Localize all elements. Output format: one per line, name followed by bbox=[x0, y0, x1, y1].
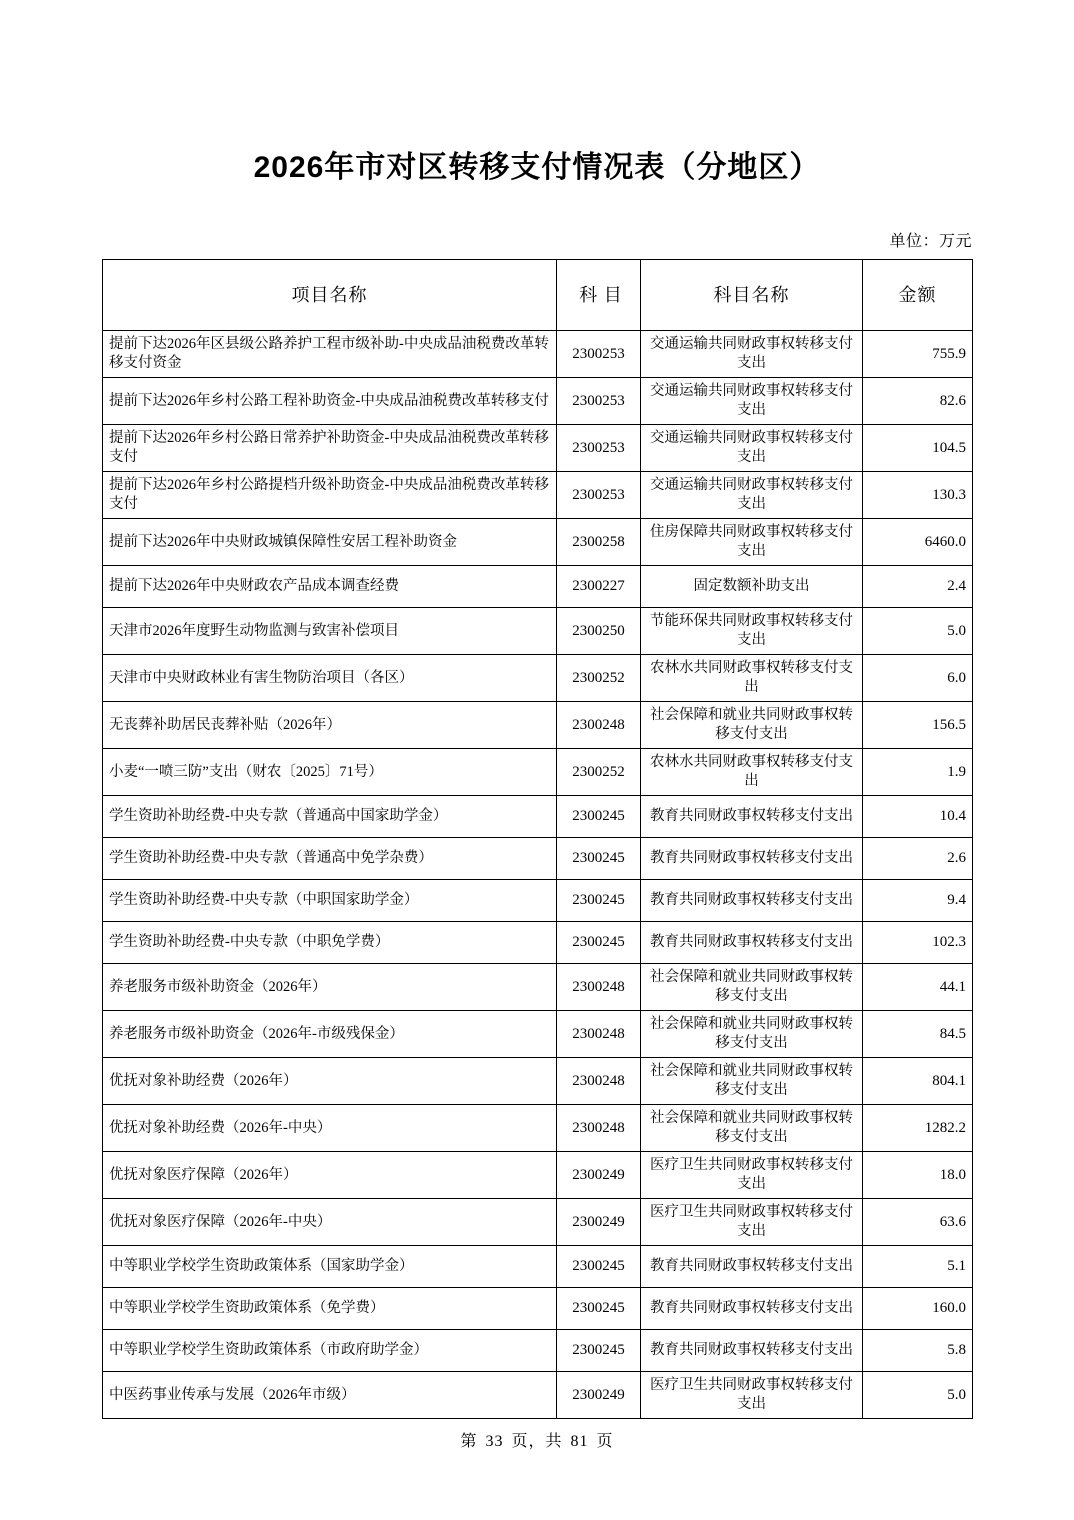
cell-amount: 160.0 bbox=[863, 1288, 973, 1330]
cell-subject-code: 2300245 bbox=[557, 1288, 641, 1330]
cell-subject-name: 教育共同财政事权转移支付支出 bbox=[641, 1246, 863, 1288]
cell-amount: 104.5 bbox=[863, 425, 973, 472]
cell-project-name: 提前下达2026年乡村公路提档升级补助资金-中央成品油税费改革转移支付 bbox=[103, 472, 557, 519]
footer-prefix: 第 bbox=[460, 1433, 478, 1450]
cell-subject-name: 教育共同财政事权转移支付支出 bbox=[641, 1288, 863, 1330]
cell-amount: 130.3 bbox=[863, 472, 973, 519]
cell-subject-name: 住房保障共同财政事权转移支付支出 bbox=[641, 519, 863, 566]
cell-subject-name: 教育共同财政事权转移支付支出 bbox=[641, 838, 863, 880]
cell-subject-name: 社会保障和就业共同财政事权转移支付支出 bbox=[641, 1105, 863, 1152]
cell-subject-code: 2300253 bbox=[557, 378, 641, 425]
cell-project-name: 提前下达2026年乡村公路工程补助资金-中央成品油税费改革转移支付 bbox=[103, 378, 557, 425]
table-row bbox=[103, 472, 973, 519]
table-row bbox=[103, 749, 973, 796]
table-row bbox=[103, 1330, 973, 1372]
table-row bbox=[103, 1246, 973, 1288]
cell-subject-code: 2300248 bbox=[557, 1105, 641, 1152]
cell-subject-code: 2300227 bbox=[557, 566, 641, 608]
cell-project-name: 中等职业学校学生资助政策体系（市政府助学金） bbox=[103, 1330, 557, 1372]
cell-subject-name: 社会保障和就业共同财政事权转移支付支出 bbox=[641, 1058, 863, 1105]
cell-subject-code: 2300245 bbox=[557, 922, 641, 964]
footer-total-pages: 81 bbox=[570, 1433, 589, 1450]
table-row bbox=[103, 880, 973, 922]
cell-project-name: 学生资助补助经费-中央专款（中职国家助学金） bbox=[103, 880, 557, 922]
table-row bbox=[103, 1011, 973, 1058]
cell-subject-name: 交通运输共同财政事权转移支付支出 bbox=[641, 331, 863, 378]
table-row bbox=[103, 425, 973, 472]
cell-project-name: 学生资助补助经费-中央专款（普通高中国家助学金） bbox=[103, 796, 557, 838]
cell-amount: 44.1 bbox=[863, 964, 973, 1011]
cell-project-name: 优抚对象补助经费（2026年-中央） bbox=[103, 1105, 557, 1152]
cell-subject-name: 交通运输共同财政事权转移支付支出 bbox=[641, 425, 863, 472]
table-row bbox=[103, 1372, 973, 1419]
table-row bbox=[103, 922, 973, 964]
cell-subject-code: 2300245 bbox=[557, 1330, 641, 1372]
cell-subject-code: 2300245 bbox=[557, 880, 641, 922]
cell-project-name: 提前下达2026年中央财政城镇保障性安居工程补助资金 bbox=[103, 519, 557, 566]
cell-amount: 63.6 bbox=[863, 1199, 973, 1246]
cell-project-name: 中医药事业传承与发展（2026年市级） bbox=[103, 1372, 557, 1419]
cell-amount: 6460.0 bbox=[863, 519, 973, 566]
table-row bbox=[103, 838, 973, 880]
cell-subject-code: 2300253 bbox=[557, 331, 641, 378]
cell-amount: 5.0 bbox=[863, 608, 973, 655]
cell-amount: 10.4 bbox=[863, 796, 973, 838]
column-header-amount: 金额 bbox=[863, 260, 973, 331]
cell-subject-name: 固定数额补助支出 bbox=[641, 566, 863, 608]
cell-amount: 804.1 bbox=[863, 1058, 973, 1105]
cell-subject-name: 教育共同财政事权转移支付支出 bbox=[641, 922, 863, 964]
column-header-subject-name: 科目名称 bbox=[641, 260, 863, 331]
cell-subject-code: 2300252 bbox=[557, 749, 641, 796]
cell-project-name: 提前下达2026年乡村公路日常养护补助资金-中央成品油税费改革转移支付 bbox=[103, 425, 557, 472]
cell-subject-name: 农林水共同财政事权转移支付支出 bbox=[641, 655, 863, 702]
cell-subject-code: 2300248 bbox=[557, 1058, 641, 1105]
cell-project-name: 提前下达2026年区县级公路养护工程市级补助-中央成品油税费改革转移支付资金 bbox=[103, 331, 557, 378]
cell-subject-name: 社会保障和就业共同财政事权转移支付支出 bbox=[641, 702, 863, 749]
footer-current-page: 33 bbox=[485, 1433, 504, 1450]
table-row bbox=[103, 1058, 973, 1105]
cell-subject-code: 2300253 bbox=[557, 472, 641, 519]
cell-project-name: 优抚对象医疗保障（2026年-中央） bbox=[103, 1199, 557, 1246]
cell-amount: 1.9 bbox=[863, 749, 973, 796]
cell-project-name: 天津市中央财政林业有害生物防治项目（各区） bbox=[103, 655, 557, 702]
footer-middle: 页，共 bbox=[511, 1433, 563, 1450]
table-row bbox=[103, 655, 973, 702]
cell-subject-name: 医疗卫生共同财政事权转移支付支出 bbox=[641, 1152, 863, 1199]
cell-subject-code: 2300249 bbox=[557, 1199, 641, 1246]
cell-subject-code: 2300245 bbox=[557, 1246, 641, 1288]
table-body bbox=[103, 331, 973, 1419]
cell-amount: 1282.2 bbox=[863, 1105, 973, 1152]
cell-subject-name: 医疗卫生共同财政事权转移支付支出 bbox=[641, 1372, 863, 1419]
column-header-subject-code: 科 目 bbox=[557, 260, 641, 331]
table-row bbox=[103, 331, 973, 378]
cell-amount: 156.5 bbox=[863, 702, 973, 749]
table-header-row bbox=[103, 260, 973, 331]
cell-project-name: 小麦“一喷三防”支出（财农〔2025〕71号） bbox=[103, 749, 557, 796]
table-row bbox=[103, 964, 973, 1011]
cell-subject-name: 交通运输共同财政事权转移支付支出 bbox=[641, 472, 863, 519]
cell-subject-code: 2300249 bbox=[557, 1372, 641, 1419]
cell-subject-name: 社会保障和就业共同财政事权转移支付支出 bbox=[641, 964, 863, 1011]
cell-subject-name: 医疗卫生共同财政事权转移支付支出 bbox=[641, 1199, 863, 1246]
table-row bbox=[103, 1199, 973, 1246]
cell-amount: 5.1 bbox=[863, 1246, 973, 1288]
cell-amount: 5.0 bbox=[863, 1372, 973, 1419]
cell-project-name: 中等职业学校学生资助政策体系（国家助学金） bbox=[103, 1246, 557, 1288]
cell-amount: 9.4 bbox=[863, 880, 973, 922]
cell-subject-code: 2300245 bbox=[557, 796, 641, 838]
cell-amount: 102.3 bbox=[863, 922, 973, 964]
cell-subject-code: 2300245 bbox=[557, 838, 641, 880]
unit-label: 单位：万元 bbox=[889, 233, 972, 250]
cell-subject-code: 2300250 bbox=[557, 608, 641, 655]
cell-subject-name: 农林水共同财政事权转移支付支出 bbox=[641, 749, 863, 796]
cell-subject-code: 2300249 bbox=[557, 1152, 641, 1199]
cell-project-name: 天津市2026年度野生动物监测与致害补偿项目 bbox=[103, 608, 557, 655]
cell-project-name: 学生资助补助经费-中央专款（普通高中免学杂费） bbox=[103, 838, 557, 880]
table-header bbox=[103, 260, 973, 331]
table-row bbox=[103, 1152, 973, 1199]
cell-project-name: 提前下达2026年中央财政农产品成本调查经费 bbox=[103, 566, 557, 608]
table-row bbox=[103, 566, 973, 608]
table-row bbox=[103, 608, 973, 655]
footer-suffix: 页 bbox=[596, 1433, 614, 1450]
cell-subject-code: 2300248 bbox=[557, 964, 641, 1011]
cell-amount: 5.8 bbox=[863, 1330, 973, 1372]
table-row bbox=[103, 702, 973, 749]
cell-project-name: 养老服务市级补助资金（2026年） bbox=[103, 964, 557, 1011]
transfer-payment-table-wrapper bbox=[102, 259, 972, 1419]
cell-project-name: 中等职业学校学生资助政策体系（免学费） bbox=[103, 1288, 557, 1330]
cell-amount: 755.9 bbox=[863, 331, 973, 378]
transfer-payment-table bbox=[102, 259, 973, 1419]
cell-project-name: 优抚对象补助经费（2026年） bbox=[103, 1058, 557, 1105]
page-footer bbox=[0, 1428, 1074, 1451]
cell-subject-code: 2300253 bbox=[557, 425, 641, 472]
cell-subject-code: 2300248 bbox=[557, 702, 641, 749]
table-row bbox=[103, 796, 973, 838]
cell-amount: 82.6 bbox=[863, 378, 973, 425]
table-row bbox=[103, 1105, 973, 1152]
cell-subject-code: 2300252 bbox=[557, 655, 641, 702]
cell-subject-name: 节能环保共同财政事权转移支付支出 bbox=[641, 608, 863, 655]
cell-subject-name: 社会保障和就业共同财政事权转移支付支出 bbox=[641, 1011, 863, 1058]
table-row bbox=[103, 378, 973, 425]
cell-subject-name: 交通运输共同财政事权转移支付支出 bbox=[641, 378, 863, 425]
cell-subject-name: 教育共同财政事权转移支付支出 bbox=[641, 796, 863, 838]
cell-subject-name: 教育共同财政事权转移支付支出 bbox=[641, 1330, 863, 1372]
cell-project-name: 学生资助补助经费-中央专款（中职免学费） bbox=[103, 922, 557, 964]
cell-project-name: 优抚对象医疗保障（2026年） bbox=[103, 1152, 557, 1199]
cell-project-name: 无丧葬补助居民丧葬补贴（2026年） bbox=[103, 702, 557, 749]
cell-amount: 2.4 bbox=[863, 566, 973, 608]
cell-subject-name: 教育共同财政事权转移支付支出 bbox=[641, 880, 863, 922]
page-title: 2026年市对区转移支付情况表（分地区） bbox=[253, 151, 821, 184]
cell-subject-code: 2300258 bbox=[557, 519, 641, 566]
cell-amount: 18.0 bbox=[863, 1152, 973, 1199]
cell-amount: 84.5 bbox=[863, 1011, 973, 1058]
cell-subject-code: 2300248 bbox=[557, 1011, 641, 1058]
table-row bbox=[103, 519, 973, 566]
table-row bbox=[103, 1288, 973, 1330]
cell-project-name: 养老服务市级补助资金（2026年-市级残保金） bbox=[103, 1011, 557, 1058]
cell-amount: 2.6 bbox=[863, 838, 973, 880]
cell-amount: 6.0 bbox=[863, 655, 973, 702]
column-header-project-name: 项目名称 bbox=[103, 260, 557, 331]
